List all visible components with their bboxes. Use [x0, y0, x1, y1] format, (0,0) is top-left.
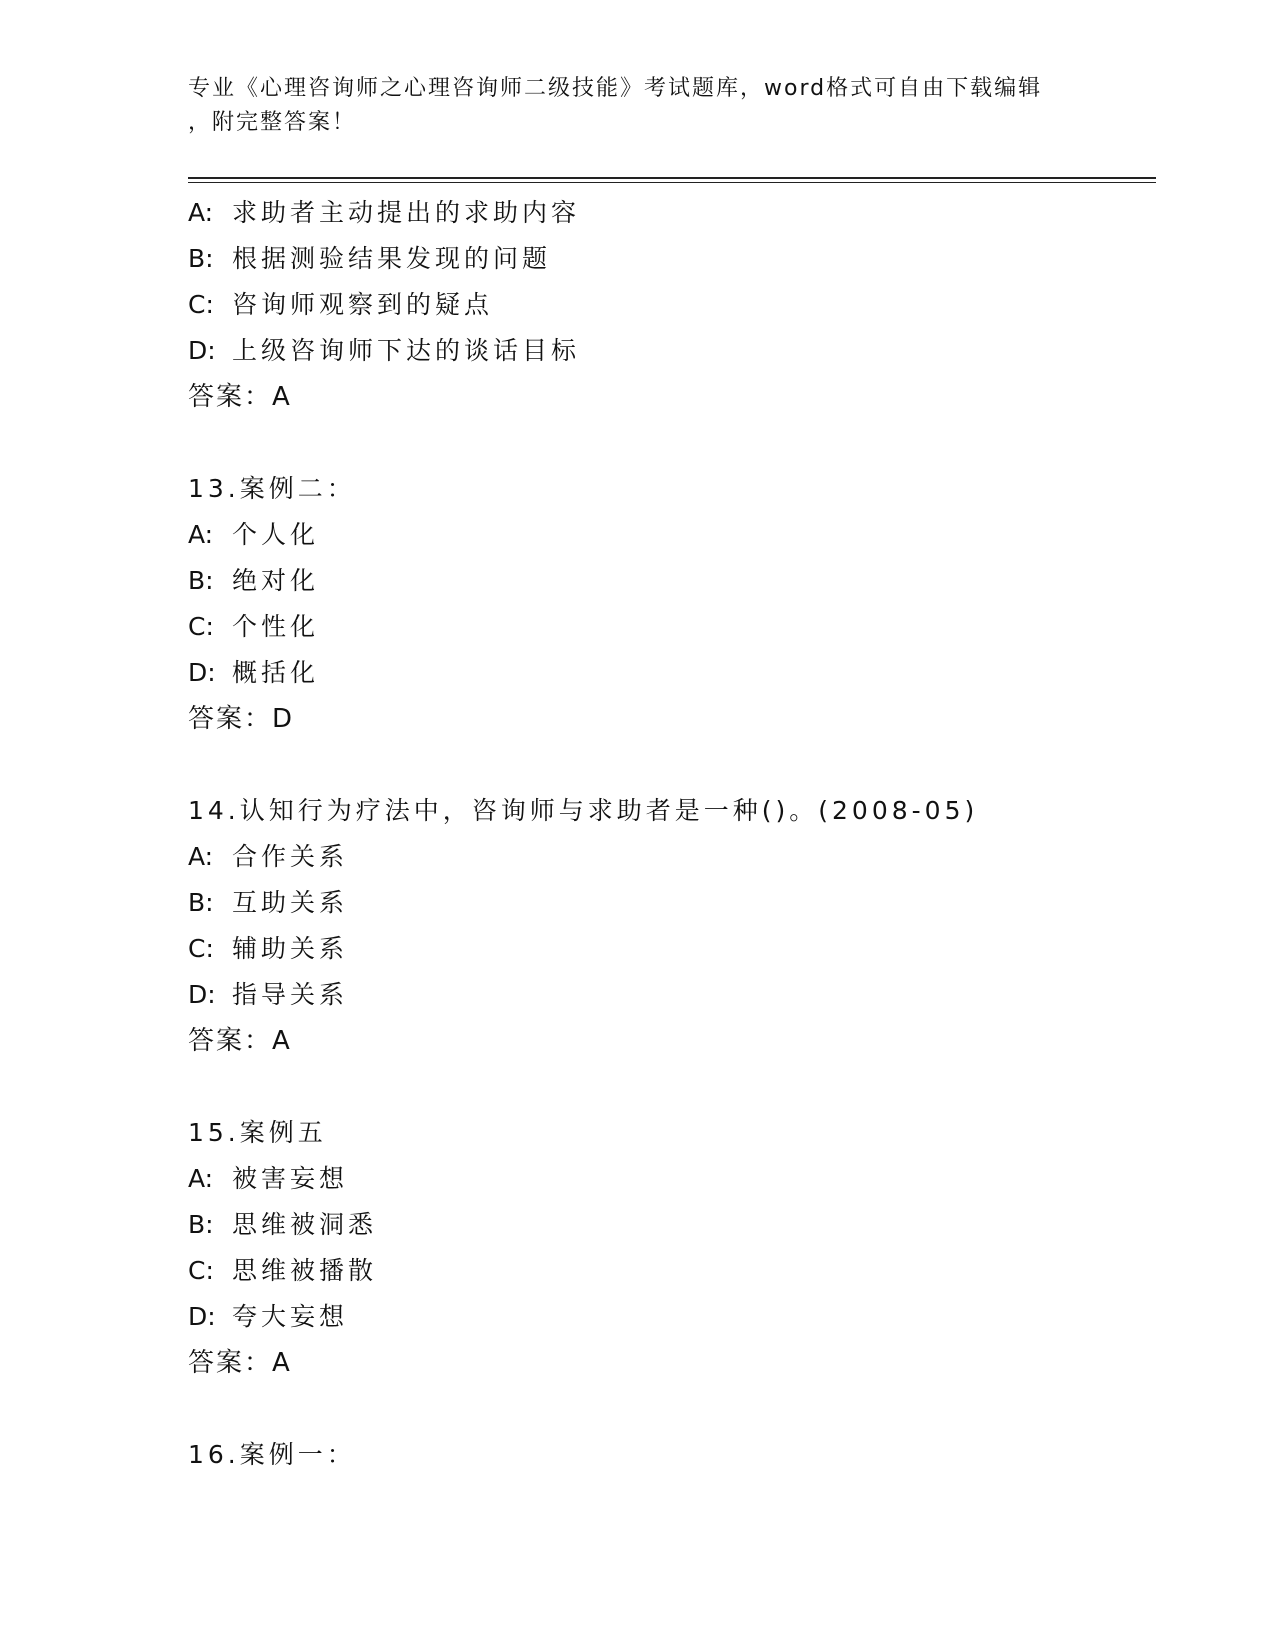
question-16 [188, 1432, 1148, 1478]
option-text: 求助者主动提出的求助内容 [232, 198, 581, 227]
option-d [188, 650, 1148, 696]
option-text: 绝对化 [232, 566, 320, 595]
option-text: 上级咨询师下达的谈话目标 [232, 336, 581, 365]
question-stem: 15.案例五 [188, 1118, 327, 1147]
answer-line: 答案：A [188, 382, 292, 412]
answer-line: 答案：D [188, 704, 295, 734]
option-a [188, 190, 1148, 236]
option-a [188, 512, 1148, 558]
option-b [188, 558, 1148, 604]
question-list [188, 190, 1148, 1478]
option-key: C: [188, 1256, 214, 1285]
option-text: 根据测验结果发现的问题 [232, 244, 552, 273]
option-key: D: [188, 658, 216, 687]
option-key: C: [188, 612, 214, 641]
option-key: A: [188, 842, 214, 871]
option-b [188, 880, 1148, 926]
option-d [188, 1294, 1148, 1340]
option-c [188, 604, 1148, 650]
question-14 [188, 788, 1148, 1064]
option-key: B: [188, 566, 214, 595]
question-13 [188, 466, 1148, 742]
option-key: B: [188, 1210, 214, 1239]
option-text: 合作关系 [232, 842, 349, 871]
option-key: A: [188, 520, 214, 549]
option-key: B: [188, 244, 214, 273]
answer-line: 答案：A [188, 1026, 292, 1056]
question-stem: 13.案例二： [188, 474, 356, 503]
question-stem: 16.案例一： [188, 1440, 356, 1469]
option-text: 互助关系 [232, 888, 349, 917]
answer-line: 答案：A [188, 1348, 292, 1378]
option-d [188, 328, 1148, 374]
option-key: A: [188, 1164, 214, 1193]
option-text: 夸大妄想 [232, 1302, 349, 1331]
option-key: C: [188, 290, 214, 319]
option-key: D: [188, 980, 216, 1009]
option-a [188, 1156, 1148, 1202]
option-key: A: [188, 198, 214, 227]
option-c [188, 926, 1148, 972]
option-text: 个人化 [232, 520, 320, 549]
document-header [188, 72, 1088, 140]
option-b [188, 1202, 1148, 1248]
option-text: 概括化 [232, 658, 320, 687]
option-text: 个性化 [232, 612, 320, 641]
option-b [188, 236, 1148, 282]
option-c [188, 282, 1148, 328]
header-divider-thin [188, 182, 1156, 183]
option-key: D: [188, 336, 216, 365]
option-text: 被害妄想 [232, 1164, 349, 1193]
option-text: 思维被播散 [232, 1256, 378, 1285]
question-stem: 14.认知行为疗法中，咨询师与求助者是一种()。(2008-05) [188, 796, 979, 825]
question-15 [188, 1110, 1148, 1386]
option-text: 指导关系 [232, 980, 349, 1009]
option-text: 思维被洞悉 [232, 1210, 378, 1239]
option-key: B: [188, 888, 214, 917]
option-d [188, 972, 1148, 1018]
option-key: C: [188, 934, 214, 963]
header-line-1: 专业《心理咨询师之心理咨询师二级技能》考试题库，word格式可自由下载编辑 [188, 76, 1043, 101]
option-text: 咨询师观察到的疑点 [232, 290, 494, 319]
option-a [188, 834, 1148, 880]
header-divider-thick [188, 177, 1156, 179]
option-c [188, 1248, 1148, 1294]
option-key: D: [188, 1302, 216, 1331]
question-12-options [188, 190, 1148, 420]
option-text: 辅助关系 [232, 934, 349, 963]
header-line-2: ，附完整答案！ [188, 110, 357, 135]
